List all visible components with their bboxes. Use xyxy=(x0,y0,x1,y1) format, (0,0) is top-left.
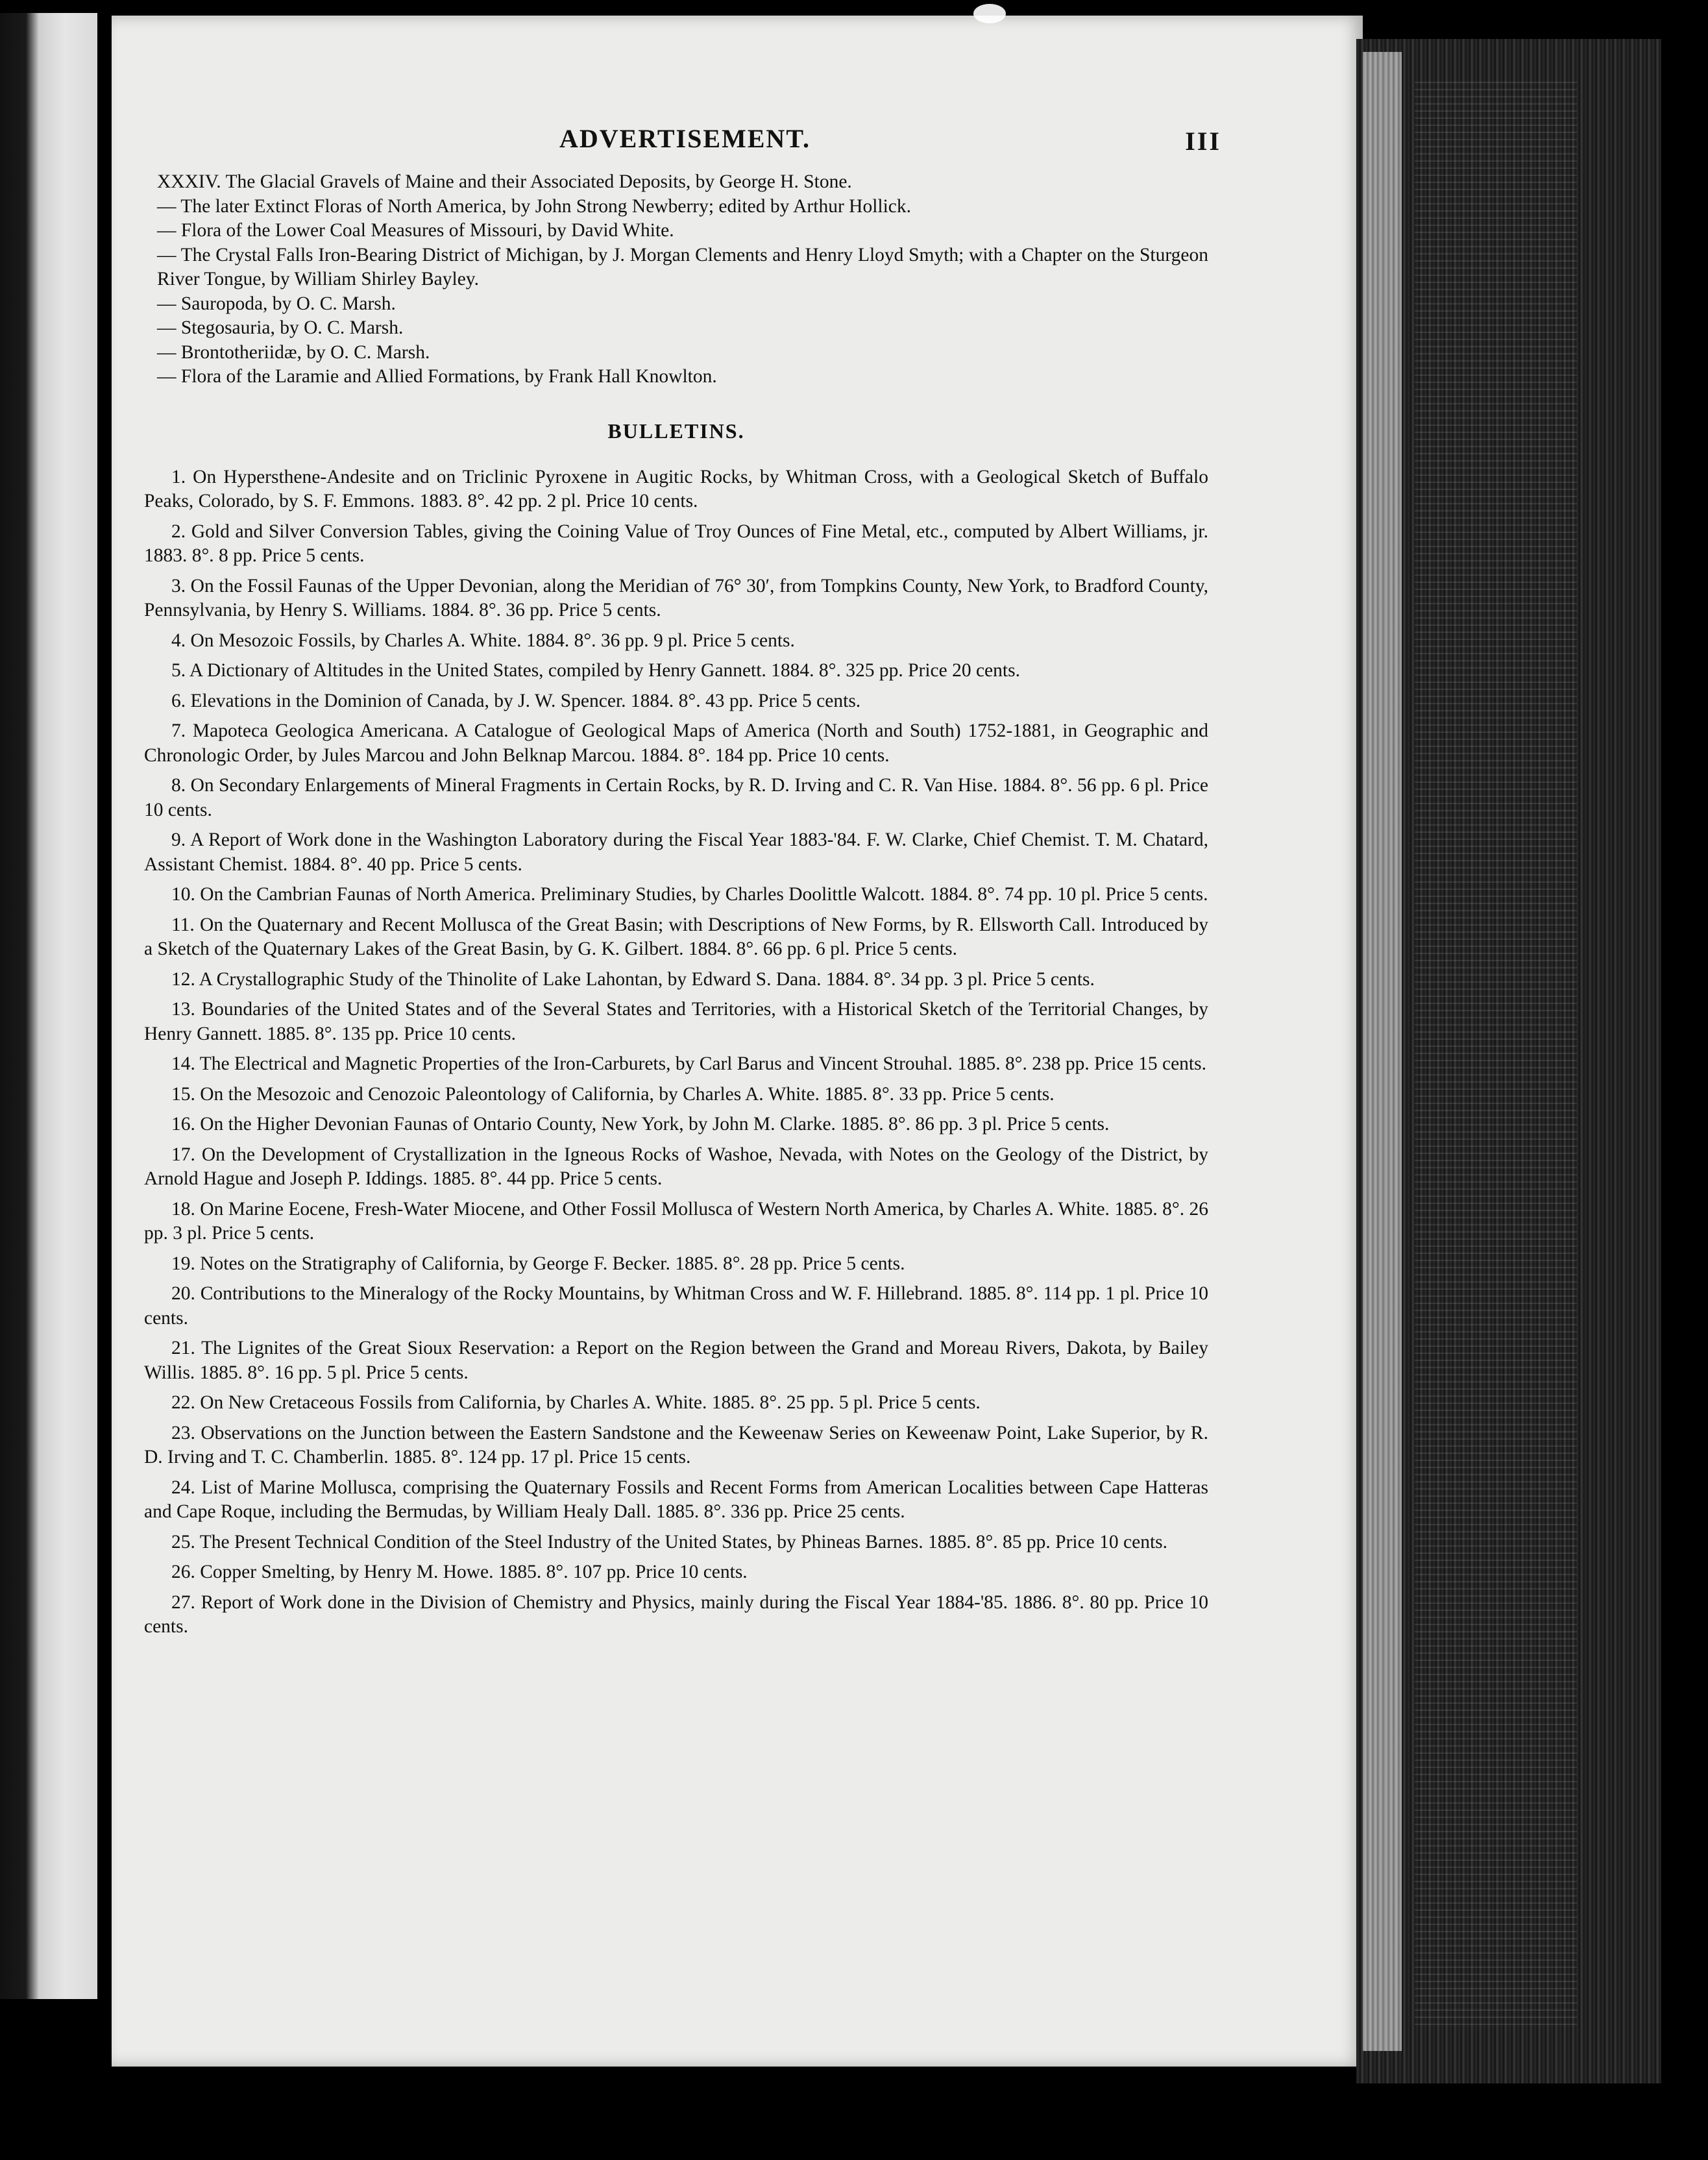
bulletin-entry: 15. On the Mesozoic and Cenozoic Paleontology of California, by Charles A. White. 1885. 8°. 33 pp. Price 5 cents. xyxy=(171,1083,1055,1105)
monograph-entry: — The Crystal Falls Iron-Bearing District of Michigan, by J. Morgan Clements and Henry Lloyd Smyth; with a Chapter on the Sturgeon River Tongue, by William Shirley Bayley. xyxy=(157,244,1208,289)
bulletin-entry: 14. The Electrical and Magnetic Properties of the Iron-Carburets, by Carl Barus and Vincent Strouhal. 1885. 8°. 238 pp. Price 15 cents. xyxy=(171,1053,1206,1074)
scan-artifact xyxy=(973,4,1006,23)
bulletin-entry: 27. Report of Work done in the Division of Chemistry and Physics, mainly during the Fiscal Year 1884-'85. 1886. 8°. 80 pp. Price 10 cents. xyxy=(144,1591,1208,1637)
bulletin-entry: 5. A Dictionary of Altitudes in the United States, compiled by Henry Gannett. 1884. 8°. 325 pp. Price 20 cents. xyxy=(171,660,1020,681)
monograph-entry: — Sauropoda, by O. C. Marsh. xyxy=(157,293,396,314)
bulletin-entry: 22. On New Cretaceous Fossils from California, by Charles A. White. 1885. 8°. 25 pp. 5 pl. Price 5 cents. xyxy=(171,1392,981,1413)
bulletin-entry: 17. On the Development of Crystallization in the Igneous Rocks of Washoe, Nevada, with Notes on the Geology of the District, by Arnold Hague and Joseph P. Iddings. 1885. 8°. 44 pp. Price 5 cents. xyxy=(144,1144,1208,1189)
bulletin-entry: 8. On Secondary Enlargements of Mineral Fragments in Certain Rocks, by R. D. Irving and C. R. Van Hise. 1884. 8°. 56 pp. 6 pl. Price 10 cents. xyxy=(144,775,1208,820)
bulletin-entry: 10. On the Cambrian Faunas of North America. Preliminary Studies, by Charles Doolittle Walcott. 1884. 8°. 74 pp. 10 pl. Price 5 cents. xyxy=(171,884,1208,905)
bulletin-entry: 24. List of Marine Mollusca, comprising the Quaternary Fossils and Recent Forms from American Localities between Cape Hatteras and Cape Roque, including the Bermudas, by William Healy Dall. 1885. 8°. 336 pp. Price 25 cents. xyxy=(144,1477,1208,1522)
bulletin-entry: 25. The Present Technical Condition of the Steel Industry of the United States, by Phineas Barnes. 1885. 8°. 85 pp. Price 10 cents. xyxy=(171,1531,1168,1552)
bulletin-entry: 12. A Crystallographic Study of the Thinolite of Lake Lahontan, by Edward S. Dana. 1884. 8°. 34 pp. 3 pl. Price 5 cents. xyxy=(171,968,1095,990)
book-gutter xyxy=(97,0,112,2160)
page-content xyxy=(144,117,1221,1645)
bulletin-entry: 23. Observations on the Junction between the Eastern Sandstone and the Keweenaw Series on Keweenaw Point, Lake Superior, by R. D. Irving and T. C. Chamberlin. 1885. 8°. 124 pp. 17 pl. Price 15 cents. xyxy=(144,1422,1208,1467)
page-edges-texture xyxy=(1415,78,1577,2025)
page-number: III xyxy=(1185,127,1221,156)
bulletin-entry: 21. The Lignites of the Great Sioux Reservation: a Report on the Region between the Grand and Moreau Rivers, Dakota, by Bailey Willis. 1885. 8°. 16 pp. 5 pl. Price 5 cents. xyxy=(144,1338,1208,1383)
bulletin-entry: 20. Contributions to the Mineralogy of the Rocky Mountains, by Whitman Cross and W. F. Hillebrand. 1885. 8°. 114 pp. 1 pl. Price 10 cents. xyxy=(144,1283,1208,1329)
page-edges-highlight xyxy=(1363,52,1402,2051)
bulletin-entry: 6. Elevations in the Dominion of Canada, by J. W. Spencer. 1884. 8°. 43 pp. Price 5 cents. xyxy=(171,690,861,711)
bulletin-entry: 26. Copper Smelting, by Henry M. Howe. 1885. 8°. 107 pp. Price 10 cents. xyxy=(171,1562,748,1582)
bulletin-entry: 4. On Mesozoic Fossils, by Charles A. White. 1884. 8°. 36 pp. 9 pl. Price 5 cents. xyxy=(171,630,795,651)
running-head xyxy=(144,117,1221,162)
bulletin-entry: 11. On the Quaternary and Recent Mollusca of the Great Basin; with Descriptions of New Forms, by R. Ellsworth Call. Introduced by a Sketch of the Quaternary Lakes of the Great Basin, by G. K. Gilbert. 1884. 8°. 66 pp. 6 pl. Price 5 cents. xyxy=(144,914,1208,959)
bulletin-entry: 18. On Marine Eocene, Fresh-Water Miocene, and Other Fossil Mollusca of Western North America, by Charles A. White. 1885. 8°. 26 pp. 3 pl. Price 5 cents. xyxy=(144,1198,1208,1244)
monograph-entry: — The later Extinct Floras of North America, by John Strong Newberry; edited by Arthur Hollick. xyxy=(157,195,912,217)
bulletin-entry: 16. On the Higher Devonian Faunas of Ontario County, New York, by John M. Clarke. 1885. 8°. 86 pp. 3 pl. Price 5 cents. xyxy=(171,1114,1110,1135)
bulletin-entry: 9. A Report of Work done in the Washington Laboratory during the Fiscal Year 1883-'84. F. W. Clarke, Chief Chemist. T. M. Chatard, Assistant Chemist. 1884. 8°. 40 pp. Price 5 cents. xyxy=(144,829,1208,875)
bulletin-entry: 13. Boundaries of the United States and of the Several States and Territories, with a Historical Sketch of the Territorial Changes, by Henry Gannett. 1885. 8°. 135 pp. Price 10 cents. xyxy=(144,999,1208,1044)
monograph-entry: — Stegosauria, by O. C. Marsh. xyxy=(157,317,404,338)
bulletin-list xyxy=(144,465,1208,1639)
bulletin-entry: 1. On Hypersthene-Andesite and on Triclinic Pyroxene in Augitic Rocks, by Whitman Cross, with a Geological Sketch of Buffalo Peaks, Colorado, by S. F. Emmons. 1883. 8°. 42 pp. 2 pl. Price 10 cents. xyxy=(144,466,1208,511)
bulletins-heading: BULLETINS. xyxy=(607,419,745,443)
bulletin-entry: 19. Notes on the Stratigraphy of California, by George F. Becker. 1885. 8°. 28 pp. Price 5 cents. xyxy=(171,1253,905,1274)
bulletin-entry: 3. On the Fossil Faunas of the Upper Devonian, along the Meridian of 76° 30′, from Tompkins County, New York, to Bradford County, Pennsylvania, by Henry S. Williams. 1884. 8°. 36 pp. Price 5 cents. xyxy=(144,575,1208,620)
monograph-entry: XXXIV. The Glacial Gravels of Maine and their Associated Deposits, by George H. Stone. xyxy=(157,171,852,192)
monograph-entry: — Flora of the Lower Coal Measures of Missouri, by David White. xyxy=(157,220,674,241)
monograph-entry: — Flora of the Laramie and Allied Formations, by Frank Hall Knowlton. xyxy=(157,366,717,387)
running-head-title: ADVERTISEMENT. xyxy=(559,124,811,153)
bulletin-entry: 7. Mapoteca Geologica Americana. A Catalogue of Geological Maps of America (North and South) 1752-1881, in Geographic and Chronologic Order, by Jules Marcou and John Belknap Marcou. 1884. 8°. 184 pp. Price 10 cents. xyxy=(144,720,1208,766)
bulletin-entry: 2. Gold and Silver Conversion Tables, giving the Coining Value of Troy Ounces of Fine Metal, etc., computed by Albert Williams, jr. 1883. 8°. 8 pp. Price 5 cents. xyxy=(144,521,1208,566)
monograph-list xyxy=(144,170,1208,389)
monograph-entry: — Brontotheriidæ, by O. C. Marsh. xyxy=(157,341,430,363)
facing-page-edge xyxy=(0,13,97,1999)
